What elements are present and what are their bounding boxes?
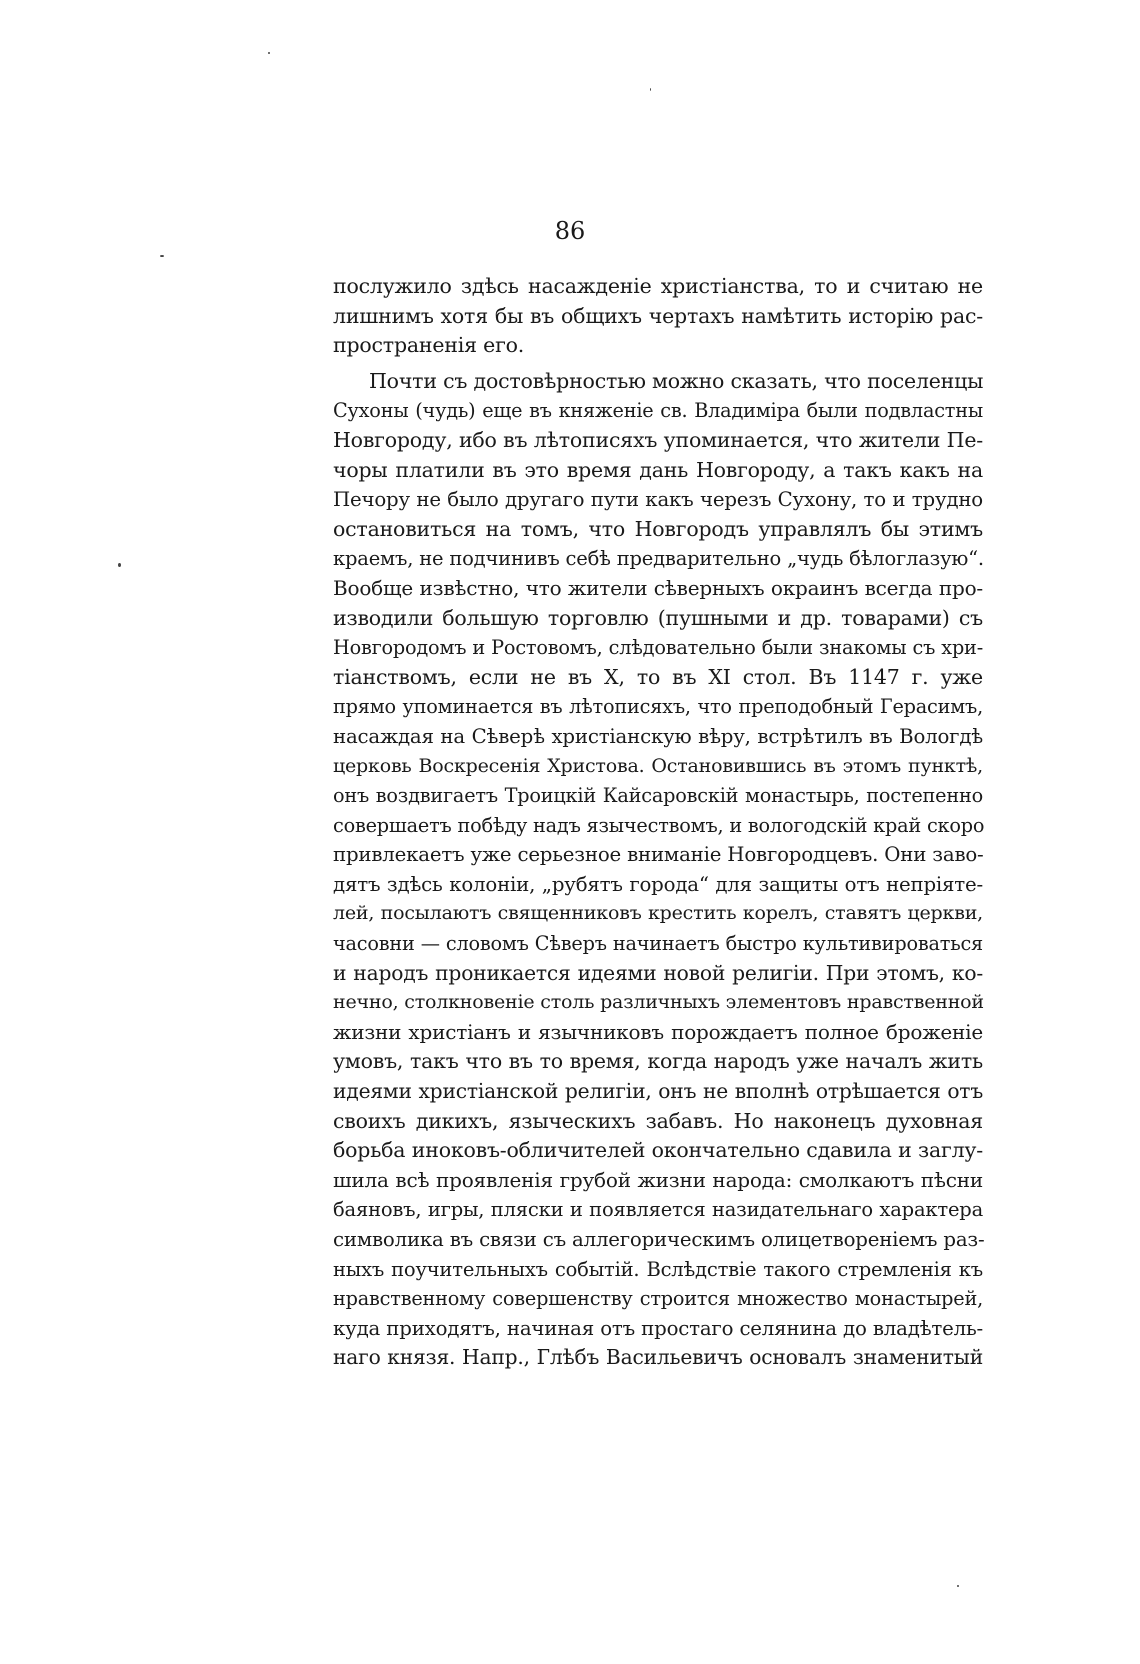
- text-line: борьба иноковъ-обличителей окончательно сдавила и заглу-: [333, 1138, 983, 1163]
- text-line: лишнимъ хотя бы въ общихъ чертахъ намѣтить исторію рас-: [333, 303, 983, 328]
- scan-speck: [957, 1585, 959, 1587]
- scan-speck: [268, 52, 270, 54]
- text-line: чоры платили въ это время дань Новгороду, а такъ какъ на: [333, 457, 983, 482]
- text-line: баяновъ, игры, пляски и появляется назидательнаго характера: [333, 1198, 983, 1222]
- text-line: онъ воздвигаетъ Троицкій Кайсаровскій монастырь, постепенно: [333, 784, 983, 808]
- text-line: идеями христіанской религіи, онъ не вполнѣ отрѣшается отъ: [333, 1079, 983, 1104]
- scan-speck: [160, 255, 164, 257]
- text-line: шила всѣ проявленія грубой жизни народа: смолкаютъ пѣсни: [333, 1167, 983, 1192]
- text-line: умовъ, такъ что въ то время, когда народъ уже началъ жить: [333, 1049, 983, 1074]
- page-number: 86: [554, 217, 586, 245]
- text-line: и народъ проникается идеями новой религіи. При этомъ, ко-: [333, 960, 983, 985]
- text-line: часовни — словомъ Сѣверъ начинаетъ быстро культивироваться: [333, 932, 983, 956]
- text-line: Вообще извѣстно, что жители сѣверныхъ окраинъ всегда про-: [333, 575, 983, 600]
- text-line: Новгороду, ибо въ лѣтописяхъ упоминается, что жители Пе-: [333, 427, 983, 452]
- text-line: лей, посылаютъ священниковъ крестить корелъ, ставятъ церкви,: [333, 902, 983, 925]
- text-line: дятъ здѣсь колоніи, „рубятъ города“ для защиты отъ непріяте-: [333, 872, 983, 896]
- text-line: насаждая на Сѣверѣ христіанскую вѣру, встрѣтилъ въ Вологдѣ: [333, 724, 983, 748]
- scan-speck: [118, 563, 121, 567]
- text-line: изводили большую торговлю (пушными и др. товарами) съ: [333, 605, 983, 630]
- scan-speck: [650, 88, 651, 91]
- text-line: символика въ связи съ аллегорическимъ олицетвореніемъ раз-: [333, 1228, 985, 1251]
- text-line: церковь Воскресенія Христова. Остановившись въ этомъ пунктѣ,: [333, 754, 983, 777]
- text-line: Новгородомъ и Ростовомъ, слѣдовательно были знакомы съ хри-: [333, 636, 983, 660]
- body-text: [333, 272, 983, 1373]
- text-line: остановиться на томъ, что Новгородъ управлялъ бы этимъ: [333, 516, 983, 541]
- text-line: Сухоны (чудь) еще въ княженіе св. Владиміра были подвластны: [333, 399, 983, 423]
- text-line: нечно, столкновеніе столь различныхъ элементовъ нравственной: [333, 991, 984, 1014]
- text-line: наго князя. Напр., Глѣбъ Васильевичъ основалъ знаменитый: [333, 1345, 983, 1370]
- text-line: ныхъ поучительныхъ событій. Вслѣдствіе такого стремленія къ: [333, 1257, 983, 1281]
- text-line: привлекаетъ уже серьезное вниманіе Новгородцевъ. Они заво-: [333, 843, 984, 867]
- text-line: Почти съ достовѣрностью можно сказать, что поселенцы: [369, 368, 984, 393]
- text-line: куда приходятъ, начиная отъ простаго селянина до владѣтель-: [333, 1316, 983, 1340]
- text-line: послужило здѣсь насажденіе христіанства, то и считаю не: [333, 274, 983, 298]
- text-line: тіанствомъ, если не въ X, то въ XI стол. Въ 1147 г. уже: [333, 664, 983, 689]
- text-line: прямо упоминается въ лѣтописяхъ, что преподобный Герасимъ,: [333, 695, 983, 719]
- text-line: совершаетъ побѣду надъ язычествомъ, и вологодскій край скоро: [333, 813, 985, 837]
- text-line: Печору не было другаго пути какъ черезъ Сухону, то и трудно: [333, 488, 983, 512]
- text-line: краемъ, не подчинивъ себѣ предварительно „чудь бѣлоглазую“.: [333, 547, 984, 571]
- text-line: своихъ дикихъ, языческихъ забавъ. Но наконецъ духовная: [333, 1108, 983, 1133]
- text-line: нравственному совершенству строится множество монастырей,: [333, 1287, 983, 1311]
- text-line: пространенія его.: [333, 333, 525, 358]
- text-line: жизни христіанъ и язычниковъ порождаетъ полное броженіе: [333, 1019, 983, 1044]
